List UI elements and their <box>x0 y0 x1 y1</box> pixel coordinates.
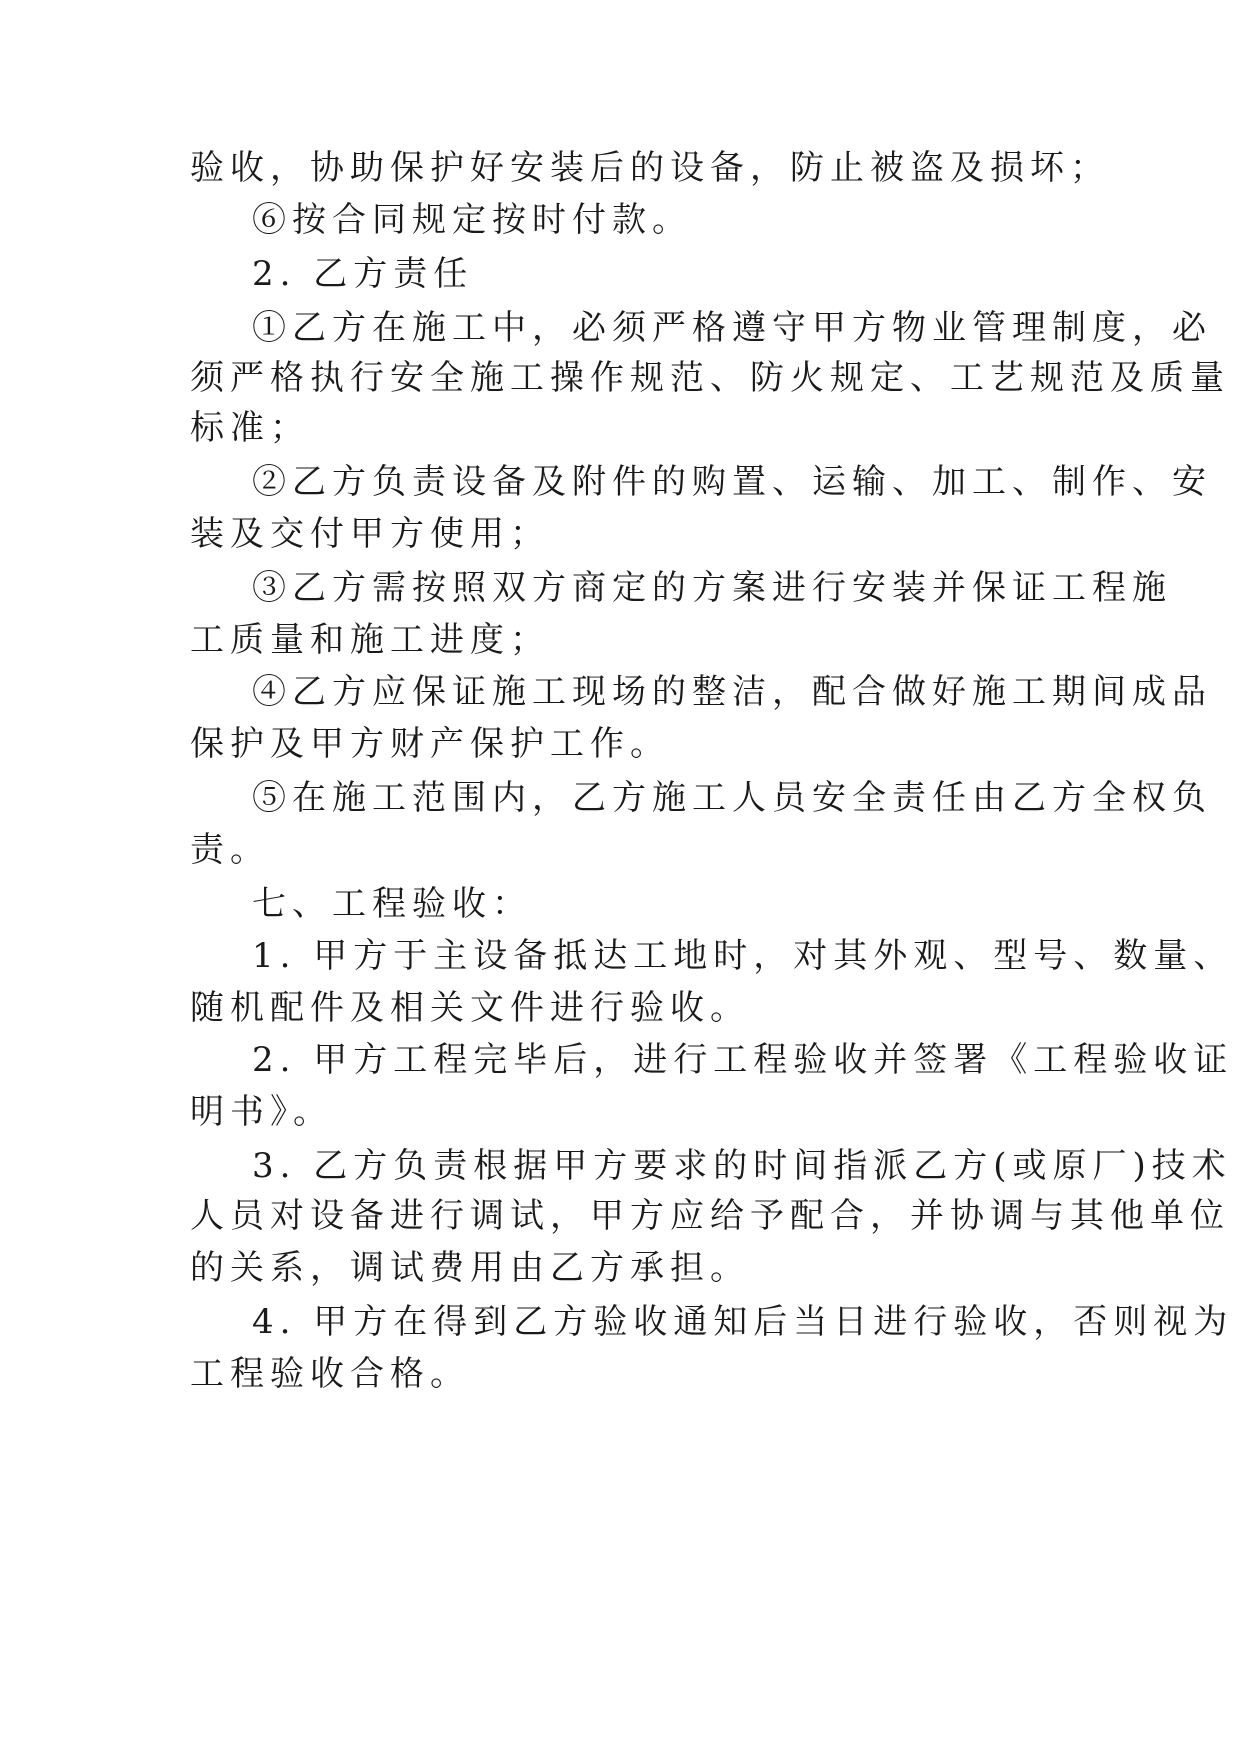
text-line: 验收，协助保护好安装后的设备，防止被盗及损坏； <box>190 148 1110 188</box>
text-line: 3. 乙方负责根据甲方要求的时间指派乙方(或原厂)技术 <box>252 1146 1232 1186</box>
text-line: ③乙方需按照双方商定的方案进行安装并保证工程施 <box>252 568 1172 608</box>
text-line: 工质量和施工进度； <box>190 620 550 660</box>
text-line: 2. 甲方工程完毕后，进行工程验收并签署《工程验收证 <box>252 1040 1234 1080</box>
text-line: 装及交付甲方使用； <box>190 514 550 554</box>
section-heading: 七、工程验收： <box>252 884 532 924</box>
text-line: 责。 <box>190 830 270 870</box>
text-line: 须严格执行安全施工操作规范、防火规定、工艺规范及质量 <box>190 358 1230 398</box>
text-line: 2. 乙方责任 <box>252 254 474 294</box>
text-line: 1. 甲方于主设备抵达工地时，对其外观、型号、数量、 <box>252 936 1234 976</box>
text-line: 随机配件及相关文件进行验收。 <box>190 988 750 1028</box>
text-line: 标准； <box>190 408 310 448</box>
text-line: ①乙方在施工中，必须严格遵守甲方物业管理制度，必 <box>252 308 1212 348</box>
text-line: 人员对设备进行调试，甲方应给予配合，并协调与其他单位 <box>190 1196 1230 1236</box>
text-line: 的关系，调试费用由乙方承担。 <box>190 1248 750 1288</box>
text-line: ⑤在施工范围内，乙方施工人员安全责任由乙方全权负 <box>252 778 1212 818</box>
text-line: 工程验收合格。 <box>190 1354 470 1394</box>
text-line: ⑥按合同规定按时付款。 <box>252 200 692 240</box>
text-line: ②乙方负责设备及附件的购置、运输、加工、制作、安 <box>252 462 1212 502</box>
text-line: ④乙方应保证施工现场的整洁，配合做好施工期间成品 <box>252 672 1212 712</box>
text-line: 保护及甲方财产保护工作。 <box>190 724 670 764</box>
text-line: 明书》。 <box>190 1092 333 1132</box>
text-line: 4. 甲方在得到乙方验收通知后当日进行验收，否则视为 <box>252 1302 1234 1342</box>
